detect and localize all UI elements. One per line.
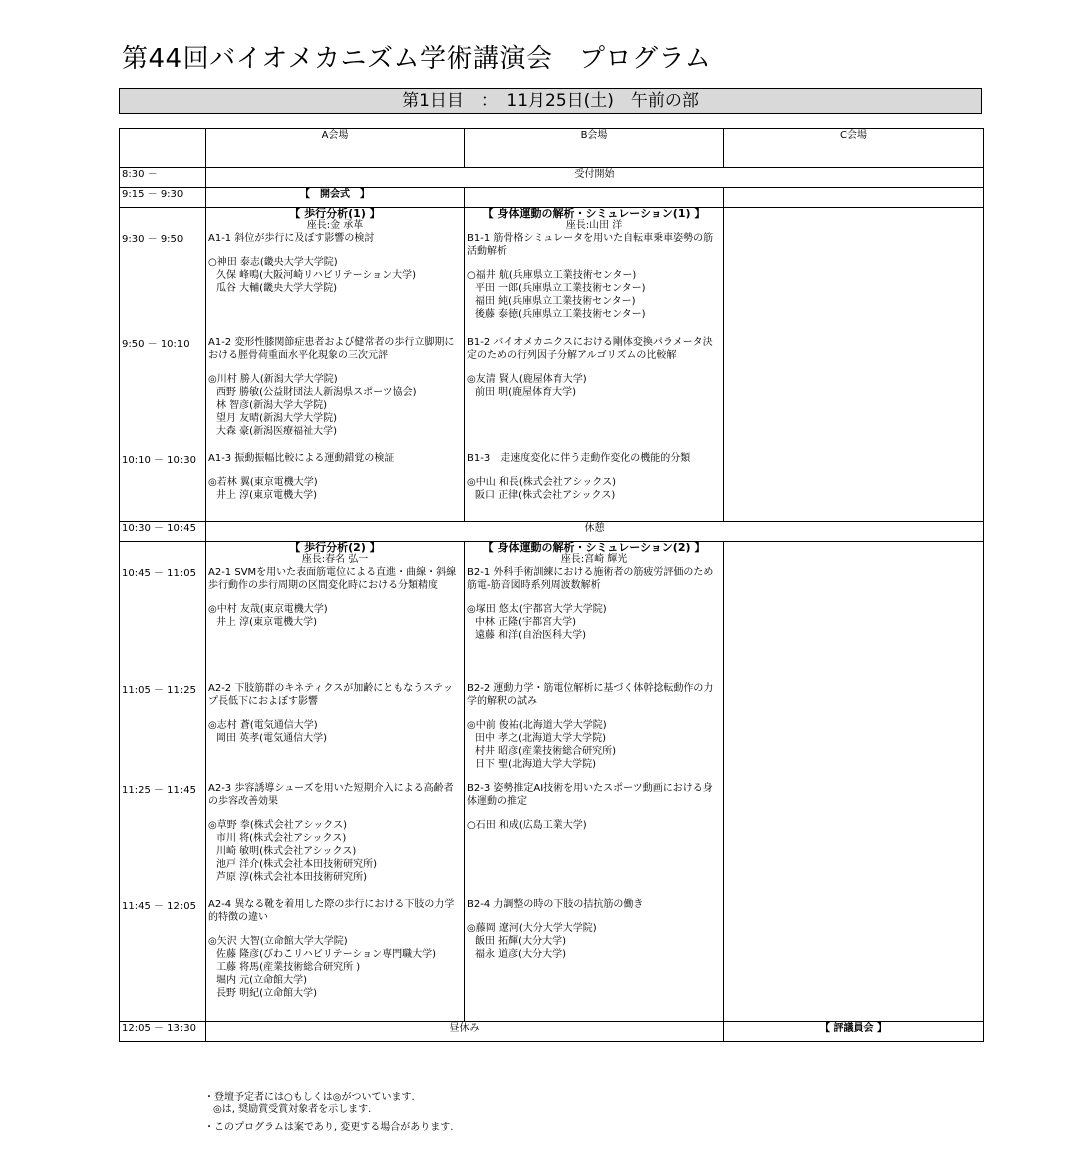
day-header: 第1日目 ： 11月25日(土) 午前の部 — [119, 88, 982, 114]
hall-c-empty — [724, 682, 984, 782]
time-cell: 11:45 － 12:05 — [120, 898, 206, 1022]
paper-title: B1-2 バイオメカニクスにおける剛体変換パラメータ決定のための行列因子分解アルゴリズムの比較解 — [467, 336, 713, 361]
author-list — [208, 256, 462, 295]
session-chair: 座長:山田 洋 — [565, 220, 623, 231]
break-row — [120, 522, 984, 542]
session-slot-row — [120, 452, 984, 522]
time-cell: 11:05 － 11:25 — [120, 682, 206, 782]
author: 望月 友晴(新潟大学大学院) — [216, 412, 337, 424]
lunch-row-label: 昼休み — [206, 1022, 724, 1042]
author-list — [467, 269, 721, 321]
author: ○石田 和成(広島工業大学) — [467, 819, 587, 831]
session-slot-row — [120, 682, 984, 782]
spacer — [208, 245, 462, 256]
author: ◎中山 和長(株式会社アシックス) — [467, 476, 617, 488]
session-chair: 座長:金 承革 — [306, 220, 364, 231]
spacer — [467, 642, 721, 653]
author-list — [467, 819, 721, 832]
author: ◎志村 蒼(電気通信大学) — [208, 719, 318, 731]
author: 中林 正隆(宇都宮大学) — [475, 617, 576, 628]
author: 福永 道彦(大分大学) — [475, 948, 566, 960]
author: 岡田 英孝(電気通信大学) — [216, 732, 327, 744]
author: 遠藤 和洋(自治医科大学) — [475, 630, 586, 641]
author: 飯田 拓輝(大分大学) — [475, 935, 566, 947]
paper-title: B2-3 姿勢推定AI技術を用いたスポーツ動画における身体運動の推定 — [467, 782, 713, 807]
author-list — [467, 719, 721, 771]
author: 西野 勝敏(公益財団法人新潟県スポーツ協会) — [216, 386, 417, 398]
spacer — [208, 592, 462, 603]
spacer — [208, 1000, 462, 1011]
author-list — [467, 476, 721, 502]
hall-c-empty — [724, 452, 984, 522]
paper-title: A2-1 SVMを用いた表面筋電位による直進・曲線・斜線歩行動作の歩行周期の区間変化時における分類精度 — [208, 567, 457, 591]
author: 田中 孝之(北海道大学大学院) — [475, 732, 606, 744]
author: 井上 淳(東京電機大学) — [216, 617, 317, 628]
footnote-1: ・登壇予定者には○もしくは◎がついています. — [204, 1092, 415, 1103]
author: 日下 聖(北海道大学大学院) — [475, 758, 596, 770]
time-cell: 10:45 － 11:05 — [120, 542, 206, 682]
hall-a-paper — [206, 336, 465, 452]
session-title: 【 歩行分析(2) 】 — [289, 541, 381, 554]
hall-a-header: A会場 — [206, 129, 465, 168]
author: ◎若林 翼(東京電機大学) — [208, 476, 318, 488]
author: 平田 一郎(兵庫県立工業技術センター) — [475, 283, 646, 294]
paper-title: B1-1 筋骨格シミュレータを用いた自転車乗車姿勢の筋活動解析 — [467, 233, 714, 257]
author: 長野 明紀(立命館大学) — [216, 987, 317, 999]
paper-title: B2-4 力調整の時の下肢の拮抗筋の働き — [467, 898, 644, 910]
time-header — [120, 129, 206, 168]
author: 阪口 正律(株式会社アシックス) — [475, 489, 616, 501]
spacer — [467, 808, 721, 819]
hall-b-paper — [465, 336, 724, 452]
hall-c-header: C会場 — [724, 129, 984, 168]
spacer — [467, 321, 721, 332]
spacer — [208, 362, 462, 373]
author: ○神田 泰志(畿央大学大学院) — [208, 257, 338, 268]
footnote-3: ・このプログラムは案であり, 変更する場合があります. — [204, 1122, 454, 1133]
spacer — [467, 465, 721, 476]
time-cell: 9:50 － 10:10 — [120, 336, 206, 452]
author: 堀内 元(立命館大学) — [216, 974, 307, 986]
reception-row — [120, 168, 984, 188]
time-cell: 11:25 － 11:45 — [120, 782, 206, 898]
author: 市川 将(株式会社アシックス) — [216, 832, 347, 844]
footnote-2: ◎は, 奨励賞受賞対象者を示します. — [213, 1104, 372, 1115]
spacer — [467, 771, 721, 782]
time-cell: 9:15 － 9:30 — [120, 188, 206, 208]
footnotes — [204, 1092, 453, 1134]
spacer — [467, 911, 721, 922]
paper-title: A2-2 下肢筋群のキネティクスが加齢にともなうステップ長低下におよぼす影響 — [208, 682, 454, 707]
author: 林 智彦(新潟大学大学院) — [216, 399, 327, 411]
author: ◎草野 拳(株式会社アシックス) — [208, 819, 348, 831]
lunch-row — [120, 1022, 984, 1042]
time-cell: 10:10 － 10:30 — [120, 452, 206, 522]
paper-title: A1-1 斜位が歩行に及ぼす影響の検討 — [208, 233, 375, 244]
spacer — [208, 745, 462, 756]
spacer — [467, 708, 721, 719]
spacer — [467, 258, 721, 269]
paper-title: A1-3 振動振幅比較による運動錯覚の検証 — [208, 452, 395, 464]
time-cell: 9:30 － 9:50 — [120, 208, 206, 336]
author: 村井 昭彦(産業技術総合研究所) — [475, 745, 616, 757]
break-row-label: 休憩 — [206, 522, 984, 542]
author: 久保 峰鳴(大阪河崎リハビリテーション大学) — [216, 270, 417, 281]
spacer — [208, 924, 462, 935]
author-list — [208, 476, 462, 502]
paper-title: B1-3 走速度変化に伴う走動作変化の機能的分類 — [467, 452, 691, 464]
author: 瓜谷 大輔(畿央大学大学院) — [216, 283, 337, 294]
author: ◎塚田 悠太(宇都宮大学大学院) — [467, 604, 607, 615]
spacer — [467, 502, 721, 513]
author: ◎中村 友哉(東京電機大学) — [208, 604, 328, 615]
spacer — [208, 438, 462, 449]
author: 後藤 泰徳(兵庫県立工業技術センター) — [475, 309, 646, 320]
author-list — [208, 603, 462, 629]
session-slot-row — [120, 208, 984, 336]
hall-a-paper — [206, 452, 465, 522]
committee-label: 【 評議員会 】 — [724, 1022, 984, 1042]
session-title: 【 身体運動の解析・シミュレーション(2) 】 — [482, 541, 706, 554]
hall-a-paper — [206, 542, 465, 682]
author: ◎川村 勝人(新潟大学大学院) — [208, 373, 338, 385]
author-list — [208, 935, 462, 1000]
session-chair: 座長:春名 弘一 — [301, 554, 369, 565]
opening-label: 【 開会式 】 — [206, 188, 465, 208]
hall-b-paper — [465, 452, 724, 522]
spacer — [208, 629, 462, 640]
hall-b-header: B会場 — [465, 129, 724, 168]
spacer — [467, 961, 721, 972]
spacer — [467, 399, 721, 410]
hall-c-empty — [724, 898, 984, 1022]
author: 芦原 淳(株式会社本田技術研究所) — [216, 871, 367, 883]
hall-a-paper — [206, 208, 465, 336]
empty-cell — [724, 188, 984, 208]
spacer — [467, 832, 721, 843]
spacer — [208, 884, 462, 895]
empty-cell — [465, 188, 724, 208]
author-list — [208, 373, 462, 438]
hall-b-paper — [465, 208, 724, 336]
author: 佐藤 隆彦(びわこリハビリテーション専門職大学) — [216, 948, 437, 960]
hall-b-paper — [465, 782, 724, 898]
session-title: 【 歩行分析(1) 】 — [289, 207, 381, 220]
session-slot-row — [120, 542, 984, 682]
paper-title: A2-3 歩容誘導シューズを用いた短期介入による高齢者の歩容改善効果 — [208, 782, 454, 807]
spacer — [467, 592, 721, 603]
session-slot-row — [120, 898, 984, 1022]
program-table — [119, 128, 984, 1042]
spacer — [208, 502, 462, 513]
hall-c-empty — [724, 782, 984, 898]
hall-a-paper — [206, 682, 465, 782]
author: 池戸 洋介(株式会社本田技術研究所) — [216, 858, 377, 870]
hall-a-paper — [206, 898, 465, 1022]
paper-title: A2-4 異なる靴を着用した際の歩行における下肢の力学的特徴の違い — [208, 898, 455, 923]
author: ◎友清 賢人(鹿屋体育大学) — [467, 373, 587, 385]
spacer — [208, 295, 462, 306]
author: ◎中前 俊祐(北海道大学大学院) — [467, 719, 607, 731]
reception-label: 受付開始 — [206, 168, 984, 188]
spacer — [208, 465, 462, 476]
time-cell: 10:30 － 10:45 — [120, 522, 206, 542]
author: ○福井 航(兵庫県立工業技術センター) — [467, 270, 637, 281]
author: 川崎 敏明(株式会社アシックス) — [216, 845, 357, 857]
author-list — [208, 719, 462, 745]
paper-title: A1-2 変形性膝関節症患者および健常者の歩行立脚期における脛骨荷重面水平化現象の三次元評 — [208, 336, 455, 361]
hall-b-paper — [465, 898, 724, 1022]
hall-b-paper — [465, 542, 724, 682]
author: ◎矢沢 大智(立命館大学大学院) — [208, 935, 348, 947]
author-list — [467, 922, 721, 961]
author: 工藤 将馬(産業技術総合研究所 ) — [216, 961, 361, 973]
spacer — [208, 808, 462, 819]
spacer — [208, 708, 462, 719]
session-title: 【 身体運動の解析・シミュレーション(1) 】 — [482, 207, 706, 220]
hall-c-empty — [724, 542, 984, 682]
session-slot-row — [120, 336, 984, 452]
author: 前田 明(鹿屋体育大学) — [475, 386, 576, 398]
author-list — [467, 373, 721, 399]
author: 大森 豪(新潟医療福祉大学) — [216, 425, 337, 437]
author-list — [208, 819, 462, 884]
hall-c-empty — [724, 336, 984, 452]
time-cell: 12:05 － 13:30 — [120, 1022, 206, 1042]
page-title: 第44回バイオメカニズム学術講演会 プログラム — [122, 44, 712, 74]
header-row — [120, 129, 984, 168]
hall-b-paper — [465, 682, 724, 782]
author: 福田 純(兵庫県立工業技術センター) — [475, 296, 636, 307]
author-list — [467, 603, 721, 642]
spacer — [467, 362, 721, 373]
author: 井上 淳(東京電機大学) — [216, 489, 317, 501]
session-slot-row — [120, 782, 984, 898]
hall-c-empty — [724, 208, 984, 336]
author: ◎藤岡 遼河(大分大学大学院) — [467, 922, 597, 934]
opening-row — [120, 188, 984, 208]
hall-a-paper — [206, 782, 465, 898]
paper-title: B2-1 外科手術訓練における施術者の筋疲労評価のため筋電-筋音図時系列周波数解析 — [467, 567, 714, 591]
time-cell: 8:30 － — [120, 168, 206, 188]
paper-title: B2-2 運動力学・筋電位解析に基づく体幹捻転動作の力学的解釈の試み — [467, 682, 714, 707]
session-chair: 座長:宮崎 輝光 — [560, 554, 628, 565]
